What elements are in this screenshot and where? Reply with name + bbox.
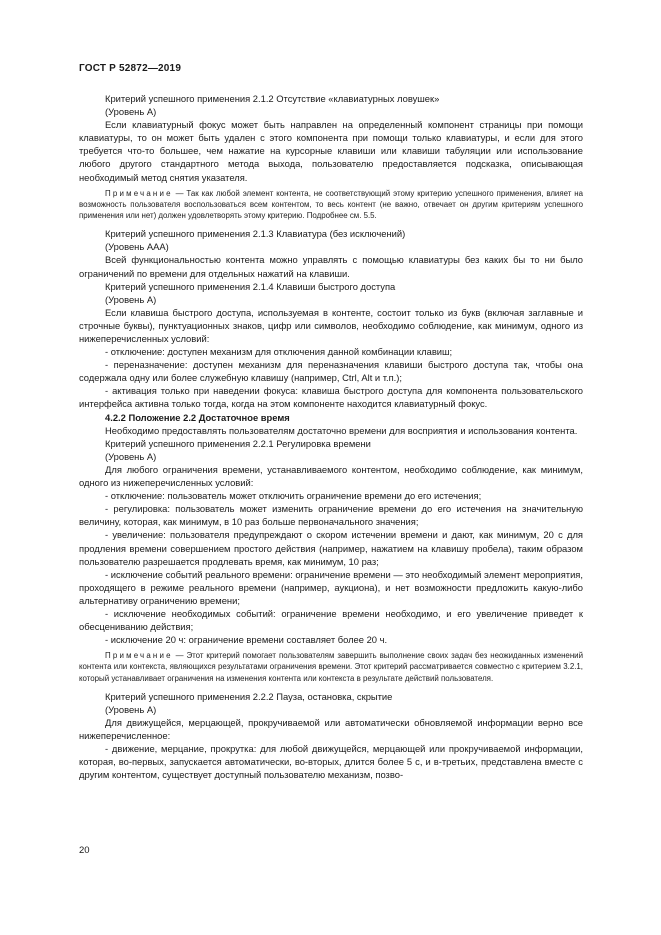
body-paragraph: Необходимо предоставлять пользователям достаточно времени для восприятия и использования контента. bbox=[105, 424, 578, 436]
document-header: ГОСТ Р 52872—2019 bbox=[79, 63, 182, 74]
body-paragraph: - отключение: пользователь может отключить ограничение времени до его истечения; bbox=[105, 490, 482, 502]
body-paragraph: - активация только при наведении фокуса: клавиша быстрого доступа для компонента пользовательского интерфейса активна только тогда, когда на этом компоненте находится клавиатурный фокус. bbox=[79, 385, 583, 410]
body-paragraph: Критерий успешного применения 2.2.1 Регулировка времени bbox=[105, 437, 371, 449]
body-paragraph: Критерий успешного применения 2.1.2 Отсутствие «клавиатурных ловушек» bbox=[105, 93, 440, 104]
body-paragraph: - исключение событий реального времени: ограничение времени — это необходимый элемент мероприятия, проходящего в режиме реального времени (например, аукциона), и нет возможности предложить какую-либо альтернативу ограничению времени; bbox=[79, 568, 583, 606]
body-paragraph: Если клавиша быстрого доступа, используемая в контенте, состоит только из букв (включая заглавные и строчные буквы), пунктуационных знаков, цифр или символов, необходимо соблюдение, как минимум, одного из нижеперечисленных условий: bbox=[79, 306, 583, 345]
body-paragraph: - исключение 20 ч: ограничение времени составляет более 20 ч. bbox=[105, 634, 388, 646]
body-paragraph: - регулировка: пользователь может изменить ограничение времени до его истечения на значительную величину, которая, как минимум, в 10 раз больше первоначального значения; bbox=[79, 503, 583, 528]
body-paragraph: Для любого ограничения времени, устанавливаемого контентом, необходимо соблюдение, как минимум, одного из нижеперечисленных условий: bbox=[79, 463, 583, 489]
body-paragraph: Для движущейся, мерцающей, прокручиваемой или автоматически обновляемой информации верно все нижеперечисленное: bbox=[79, 717, 583, 742]
body-paragraph: - исключение необходимых событий: ограничение времени необходимо, и его увеличение приведет к обесцениванию действия; bbox=[79, 607, 583, 633]
body-paragraph: (Уровень А) bbox=[105, 293, 157, 305]
note-text: — Так как любой элемент контента, не соответствующий этому критерию успешного применения, влияет на возможность пользователя воспользоваться всем контентом, то весь контент (не важно, отвечает он другим критериям успешного применения или нет) должен удовлетворять этому критерию. Подробнее см. 5.5. bbox=[79, 188, 583, 221]
body-paragraph: - движение, мерцание, прокрутка: для любой движущейся, мерцающей или прокручиваемой информации, которая, во-первых, запускается автоматически, во-вторых, длится более 5 с, и в-третьих, представлена вместе с другим контентом, существует доступный пользователю механизм, позво- bbox=[79, 743, 583, 781]
note-text: — Этот критерий помогает пользователям завершить выполнение своих задач без неожиданных изменений контента или контекста, являющихся результатами ограничения времени. Этот критерий рассматривается совместно с критерием 3.2.1, который устанавливает ограничения на изменения контента или контекста в результате действий пользователя. bbox=[79, 651, 583, 683]
note-label: Примечание bbox=[105, 188, 173, 198]
body-paragraph: (Уровень А) bbox=[105, 450, 157, 462]
note-label: Примечание bbox=[105, 651, 173, 661]
document-body bbox=[79, 92, 583, 782]
body-paragraph: - увеличение: пользователя предупреждают о скором истечении времени и дают, как минимум, 20 с для продления времени совершением простого действия (например, нажатием на клавишу пробела), таким образом пользователю разрешается продлевать время, как минимум, 10 раз; bbox=[79, 529, 583, 567]
body-paragraph: (Уровень А) bbox=[105, 703, 157, 715]
body-paragraph: (Уровень А) bbox=[105, 106, 157, 118]
body-paragraph: Критерий успешного применения 2.2.2 Пауза, остановка, скрытие bbox=[105, 690, 393, 702]
note-paragraph bbox=[79, 650, 583, 684]
note-paragraph bbox=[79, 188, 583, 222]
body-paragraph: Всей функциональностью контента можно управлять с помощью клавиатуры без каких бы то ни было ограничений по времени для отдельных нажатий на клавиши. bbox=[79, 254, 583, 279]
body-paragraph: (Уровень ААА) bbox=[105, 241, 169, 253]
body-paragraph: Если клавиатурный фокус может быть направлен на определенный компонент страницы при помощи клавиатуры, то он может быть удален с этого компонента при помощи только клавиатуры, и если для этого требуется что-то большее, чем нажатие на курсорные клавиши или клавиши табуляции или использование любого другого стандартного метода выхода, пользователю предоставляется подсказка, описывающая необходимый метод снятия указателя. bbox=[79, 119, 583, 183]
body-paragraph: - отключение: доступен механизм для отключения данной комбинации клавиш; bbox=[105, 346, 453, 358]
body-paragraph: - переназначение: доступен механизм для переназначения клавиши быстрого доступа так, чтобы она содержала одну или более служебную клавишу (например, Ctrl, Alt и т.п.); bbox=[79, 359, 583, 384]
body-paragraph: Критерий успешного применения 2.1.3 Клавиатура (без исключений) bbox=[105, 228, 406, 240]
body-paragraph: Критерий успешного применения 2.1.4 Клавиши быстрого доступа bbox=[105, 280, 396, 292]
page-number: 20 bbox=[79, 845, 90, 856]
section-heading: 4.2.2 Положение 2.2 Достаточное время bbox=[105, 411, 290, 423]
